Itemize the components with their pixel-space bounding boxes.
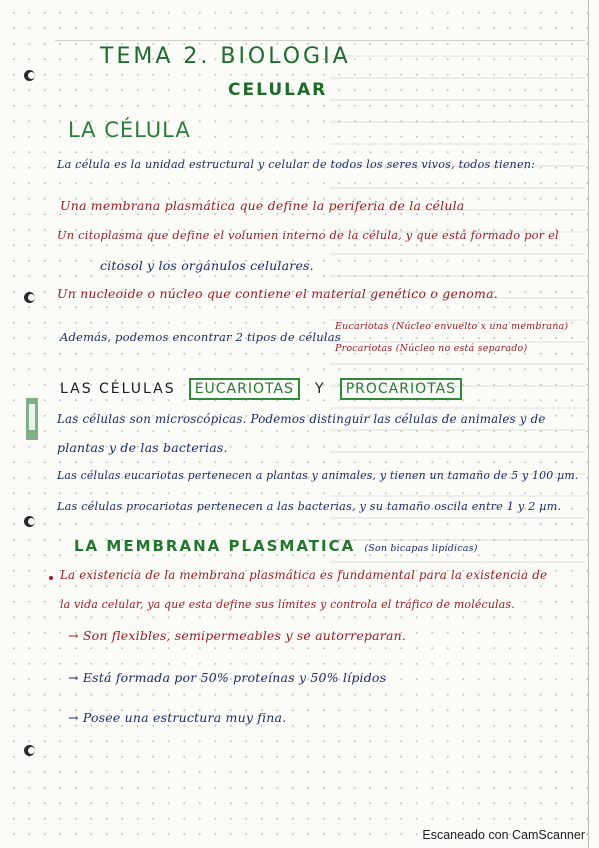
item-nucleoide: Un nucleoide o núcleo que contiene el material genético o genoma. <box>57 286 498 301</box>
binder-hole-icon <box>24 292 35 303</box>
type-eucariotas: Eucariotas (Núcleo envuelto x una membrana) <box>335 321 569 332</box>
title-and: Y <box>315 381 325 397</box>
title-box-eucariotas: EUCARIOTAS <box>189 378 300 400</box>
binder-hole-icon <box>24 745 35 756</box>
celulas-line2: plantas y de las bacterias. <box>57 440 228 455</box>
celulas-line4: Las células procariotas pertenecen a las bacterias, y su tamaño oscila entre 1 y 2 µm. <box>57 500 562 513</box>
title-box-procariotas: PROCARIOTAS <box>340 378 462 400</box>
page-title: TEMA 2. BIOLOGIA <box>100 44 351 69</box>
intro-text: La célula es la unidad estructural y celular de todos los seres vivos, todos tienen: <box>57 158 536 171</box>
celulas-line3: Las células eucariotas pertenecen a plantas y animales, y tienen un tamaño de 5 y 100 µm. <box>57 469 579 482</box>
membrana-bullet-line2: la vida celular, ya que esta define sus límites y controla el tráfico de moléculas. <box>60 598 515 611</box>
bullet-icon <box>49 576 53 580</box>
binder-hole-icon <box>24 516 35 527</box>
binder-hole-icon <box>24 70 35 81</box>
types-text: Además, podemos encontrar 2 tipos de células <box>60 330 341 344</box>
section-title-celulas <box>60 378 462 397</box>
section-title-prefix: LAS CÉLULAS <box>60 381 176 397</box>
type-procariotas: Procariotas (Núcleo no está separado) <box>335 343 528 354</box>
section-title-la-celula: LA CÉLULA <box>68 118 191 142</box>
page-title-line2: CELULAR <box>228 80 328 100</box>
scanner-watermark: Escaneado con CamScanner <box>422 828 585 842</box>
membrana-arrow1: → Son flexibles, semipermeables y se autorreparan. <box>68 628 407 643</box>
top-margin-rule <box>55 40 585 41</box>
membrana-bullet-line1: La existencia de la membrana plasmática es fundamental para la existencia de <box>60 568 548 582</box>
page-edge <box>588 0 589 848</box>
membrana-arrow2: → Está formada por 50% proteínas y 50% lípidos <box>68 670 387 685</box>
item-membrana: Una membrana plasmática que define la periferia de la célula <box>60 198 465 213</box>
item-citoplasma-line1: Un citoplasma que define el volumen interno de la célula, y que está formado por el <box>57 228 559 242</box>
item-citoplasma-line2: citosol y los orgánulos celulares. <box>100 258 314 273</box>
membrana-title-note: (Son bicapas lipídicas) <box>364 543 478 554</box>
membrana-title: LA MEMBRANA PLASMATICA <box>74 537 356 555</box>
bookmark-ribbon-icon <box>26 398 38 440</box>
section-title-membrana <box>74 536 478 555</box>
bleed-through-texture <box>330 55 585 575</box>
membrana-arrow3: → Posee una estructura muy fina. <box>68 710 287 725</box>
celulas-line1: Las células son microscópicas. Podemos distinguir las células de animales y de <box>57 412 546 426</box>
